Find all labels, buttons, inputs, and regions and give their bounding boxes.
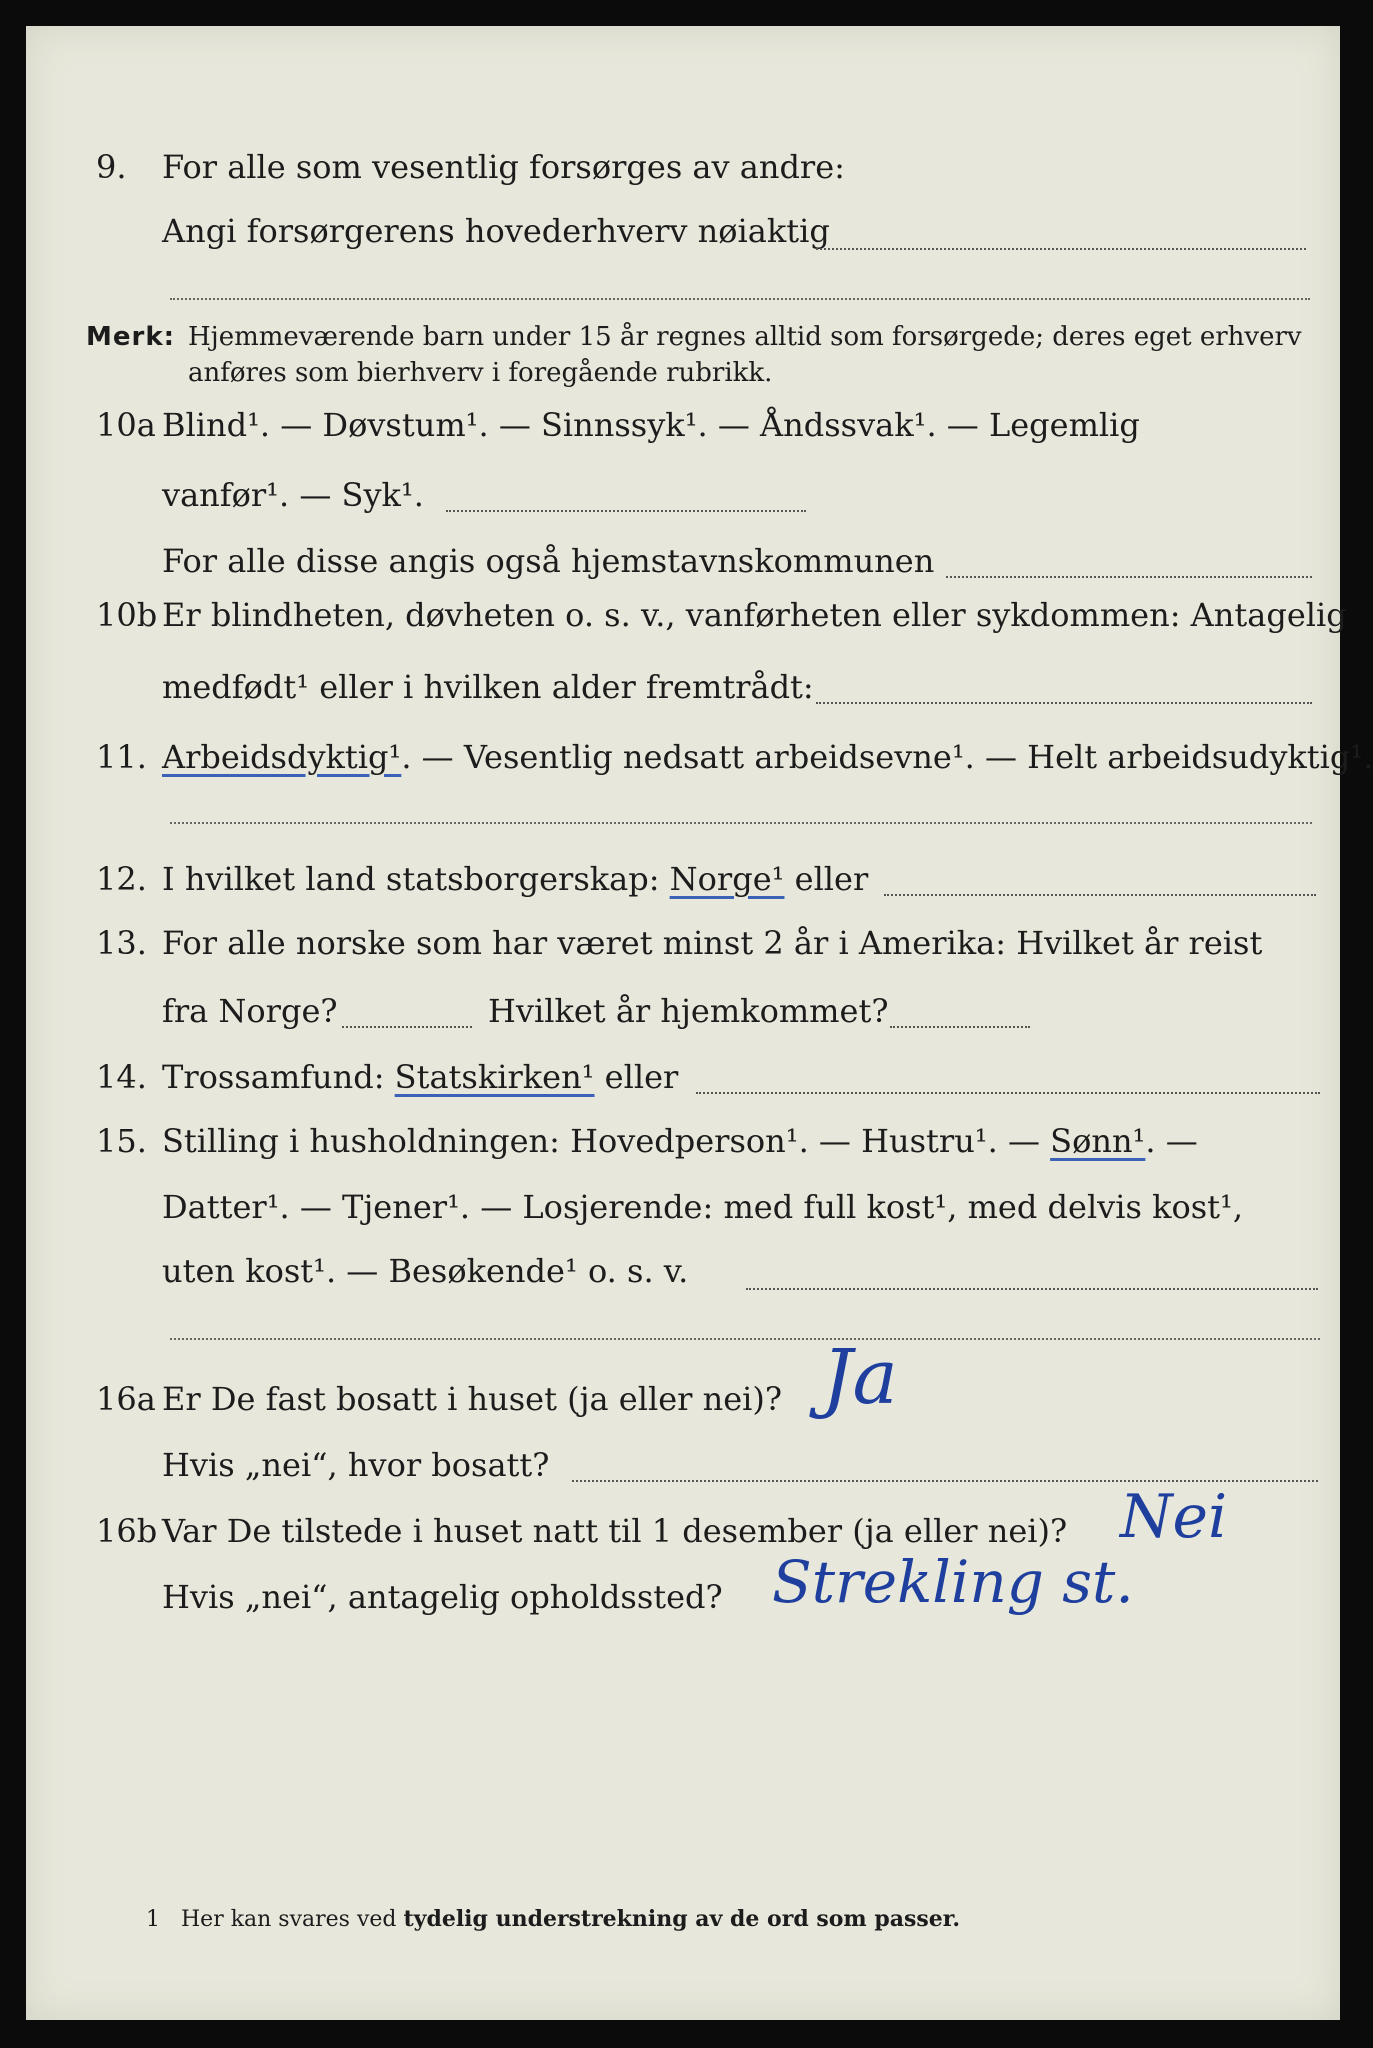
footnote [146, 1906, 960, 1932]
question-text: uten kost¹. — Besøkende¹ o. s. v. [162, 1252, 689, 1290]
selected-option: Arbeidsdyktig¹ [162, 738, 402, 776]
selected-option: Statskirken¹ [394, 1058, 595, 1096]
question-text: For alle norske som har været minst 2 år i Amerika: Hvilket år reist [162, 924, 1263, 962]
question-number: 13. [96, 924, 147, 962]
footnote-text: Her kan svares ved [180, 1907, 397, 1932]
question-text: Er blindheten, døvheten o. s. v., vanførheten eller sykdommen: Antagelig [162, 596, 1347, 634]
question-text: Hvilket år hjemkommet? [488, 992, 889, 1030]
question-text: For alle som vesentlig forsørges av andre: [162, 148, 845, 186]
footnote-mark: 1 [146, 1907, 160, 1932]
census-form-page [26, 26, 1373, 2020]
question-text: Hvis „nei“, antagelig opholdssted? [162, 1578, 723, 1616]
note-label: Merk: [86, 322, 176, 352]
answer-line[interactable] [342, 1026, 472, 1028]
question-text: I hvilket land statsborgerskap: [162, 860, 660, 898]
question-text: eller [794, 860, 869, 898]
handwritten-answer: Ja [822, 1332, 898, 1421]
question-text: Var De tilstede i huset natt til 1 desember (ja eller nei)? [162, 1512, 1068, 1550]
question-number: 14. [96, 1058, 147, 1096]
question-text: eller [604, 1058, 679, 1096]
question-text: . — [1145, 1122, 1198, 1160]
question-number: 12. [96, 860, 147, 898]
footnote-bold-text: tydelig understrekning av de ord som passer. [403, 1906, 960, 1932]
answer-line[interactable] [890, 1026, 1030, 1028]
question-text: Datter¹. — Tjener¹. — Losjerende: med full kost¹, med delvis kost¹, [162, 1188, 1244, 1226]
question-text: Angi forsørgerens hovederhverv nøiaktig [162, 212, 830, 250]
answer-line[interactable] [816, 248, 1306, 250]
question-number: 9. [96, 148, 127, 186]
question-text: . — Vesentlig nedsatt arbeidsevne¹. — Helt arbeidsudyktig¹. [401, 738, 1373, 776]
question-number: 10a [96, 406, 156, 444]
handwritten-answer: Strekling st. [772, 1548, 1134, 1616]
answer-line[interactable] [946, 576, 1312, 578]
question-number: 16a [96, 1380, 156, 1418]
question-text: Hvis „nei“, hvor bosatt? [162, 1446, 550, 1484]
separator-line [170, 1338, 1320, 1340]
question-number: 10b [96, 596, 158, 634]
selected-option: Sønn¹ [1050, 1122, 1146, 1160]
question-text: Blind¹. — Døvstum¹. — Sinnssyk¹. — Åndssvak¹. — Legemlig [162, 406, 1140, 444]
question-text: Trossamfund: [162, 1058, 385, 1096]
question-number: 11. [96, 738, 147, 776]
separator-line [170, 822, 1312, 824]
separator-line [170, 298, 1310, 300]
question-number: 15. [96, 1122, 147, 1160]
answer-line[interactable] [884, 894, 1316, 896]
question-number: 16b [96, 1512, 158, 1550]
note-line-1: Hjemmeværende barn under 15 år regnes alltid som forsørgede; deres eget erhverv [188, 322, 1302, 352]
answer-line[interactable] [446, 510, 806, 512]
note-line-2: anføres som bierhverv i foregående rubrikk. [188, 358, 773, 388]
question-text: Er De fast bosatt i huset (ja eller nei)? [162, 1380, 783, 1418]
answer-line[interactable] [746, 1288, 1318, 1290]
selected-option: Norge¹ [669, 860, 785, 898]
question-text: fra Norge? [162, 992, 338, 1030]
answer-line[interactable] [696, 1092, 1320, 1094]
answer-line[interactable] [816, 702, 1312, 704]
question-text: Stilling i husholdningen: Hovedperson¹. — Hustru¹. — [162, 1122, 1040, 1160]
note-merk [86, 322, 175, 352]
question-text: For alle disse angis også hjemstavnskommunen [162, 542, 935, 580]
question-text: medfødt¹ eller i hvilken alder fremtrådt: [162, 668, 814, 706]
handwritten-answer: Nei [1120, 1482, 1228, 1552]
question-text: vanfør¹. — Syk¹. [162, 476, 424, 514]
